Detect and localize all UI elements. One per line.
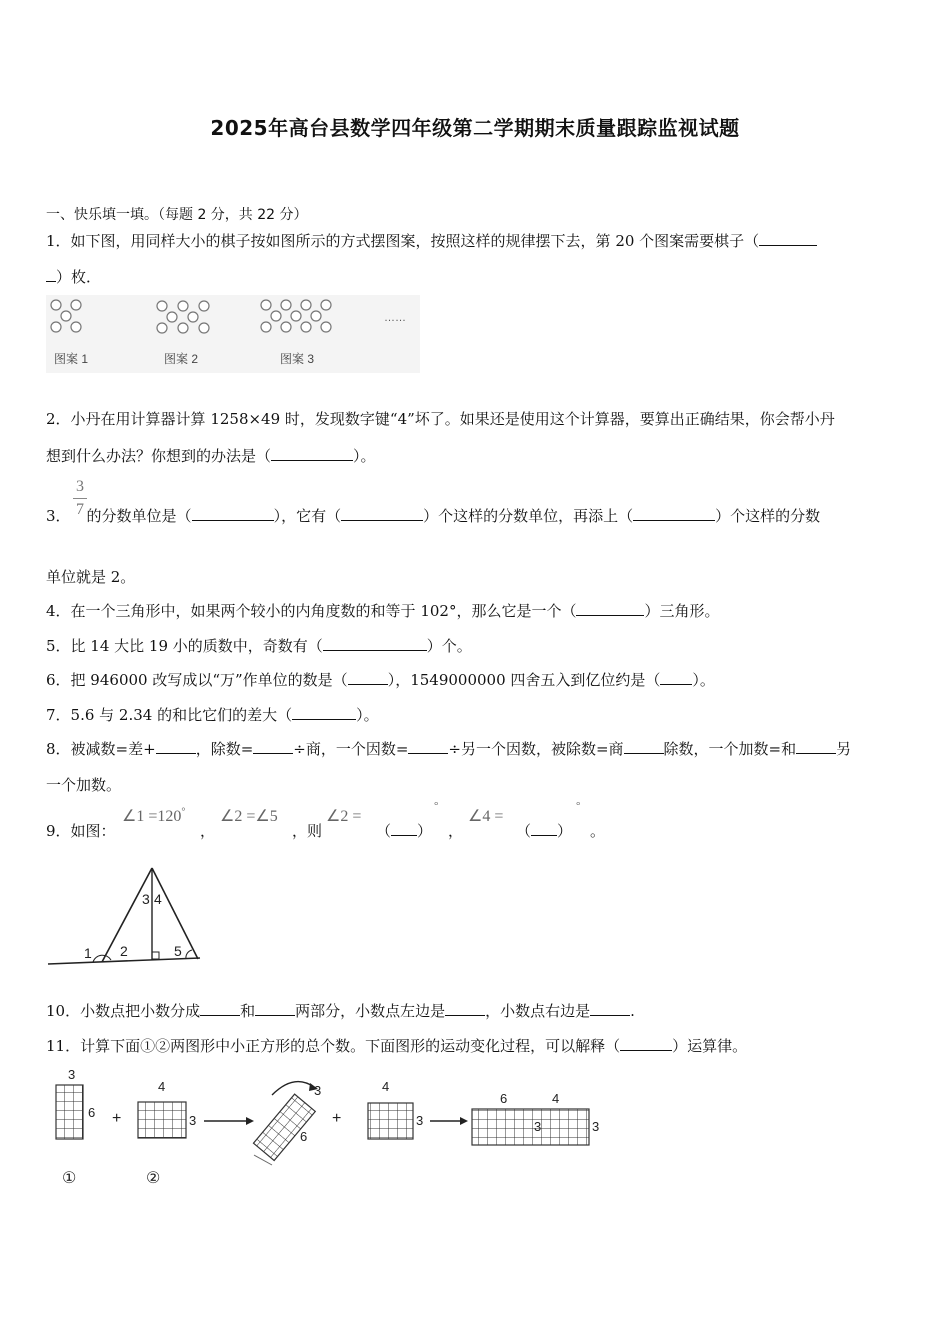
period: 。	[590, 822, 606, 840]
question-1-line2: ）枚．	[46, 266, 101, 287]
degree-mark: °	[434, 800, 439, 812]
pattern-label-2: 图案 2	[164, 352, 199, 366]
question-1-line1: 1．如下图，用同样大小的棋子按如图所示的方式摆图案，按照这样的规律摆下去，第 20 个图案需要棋子（	[46, 230, 817, 251]
fig2-width-label: 4	[158, 1079, 166, 1094]
rotated-label-6: 6	[300, 1129, 308, 1144]
answer-blank[interactable]	[391, 821, 417, 836]
plus-sign: +	[332, 1110, 342, 1127]
question-8-line1: 8．被减数=差+ ，除数= ÷商，一个因数= ÷另一个因数，被除数=商 除数，一个加数=和 另	[46, 740, 852, 758]
answer-blank[interactable]	[341, 506, 423, 521]
combined-mid-label-3: 3	[534, 1119, 542, 1134]
answer-blank[interactable]	[759, 231, 817, 246]
pattern-label-1: 图案 1	[54, 352, 89, 366]
question-8-line2: 一个加数。	[46, 776, 122, 794]
angle4-question: ∠4 =	[468, 808, 504, 825]
answer-blank[interactable]	[255, 1001, 295, 1016]
question-3-line1: 3． 的分数单位是（ ），它有（ ）个这样的分数单位，再添上（ ）个这样的分数	[46, 507, 821, 525]
angle2-equation: ∠2 =∠5	[220, 808, 278, 825]
answer-blank[interactable]	[660, 670, 692, 685]
page-title: 2025年高台县数学四年级第二学期期末质量跟踪监视试题	[210, 116, 740, 140]
ellipsis: ……	[384, 312, 406, 324]
question-9-label: 9．如图：	[46, 822, 116, 840]
answer-blank[interactable]	[633, 506, 715, 521]
plus-sign: +	[112, 1110, 122, 1127]
answer-blank[interactable]	[408, 739, 448, 754]
grid-transform-figure	[46, 1065, 606, 1190]
answer-blank[interactable]	[576, 601, 644, 616]
angle1-equation: ∠1 =120°	[122, 806, 186, 825]
answer-blank[interactable]	[620, 1036, 672, 1051]
combined-height-label: 3	[592, 1119, 600, 1134]
combined-label-6: 6	[500, 1091, 508, 1106]
answer-blank[interactable]	[46, 267, 56, 282]
answer-blank[interactable]	[590, 1001, 630, 1016]
angle-label-5: 5	[174, 943, 182, 959]
rotated-label-3: 3	[314, 1083, 322, 1098]
then-text: ，则	[292, 822, 323, 840]
fig2-copy-height-label: 3	[416, 1113, 424, 1128]
pattern-label-3: 图案 3	[280, 352, 315, 366]
angle-label-1: 1	[84, 945, 92, 961]
question-3-line2: 单位就是 2。	[46, 568, 136, 586]
triangle-figure	[46, 860, 206, 970]
question-6: 6．把 946000 改写成以“万”作单位的数是（ ），1549000000 四舍五入到亿位约是（ ）。	[46, 671, 715, 689]
question-4: 4．在一个三角形中，如果两个较小的内角度数的和等于 102°，那么它是一个（ ）三角形。	[46, 602, 720, 620]
angle-label-2: 2	[120, 943, 128, 959]
answer-blank[interactable]	[323, 636, 427, 651]
figure-1-label: ①	[62, 1170, 77, 1187]
question-7: 7．5.6 与 2.34 的和比它们的差大（ ）。	[46, 706, 379, 724]
question-10: 10．小数点把小数分成 和 两部分，小数点左边是 ，小数点右边是 .	[46, 1002, 635, 1020]
answer-blank[interactable]	[200, 1001, 240, 1016]
fraction-3-7: 3 7	[72, 478, 88, 519]
comma: ，	[200, 822, 216, 840]
answer-blank[interactable]	[156, 739, 196, 754]
answer-blank[interactable]	[192, 506, 274, 521]
answer-blank[interactable]	[292, 705, 356, 720]
comma: ，	[448, 822, 464, 840]
fig2-height-label: 3	[189, 1113, 197, 1128]
angle2-question: ∠2 =	[326, 808, 362, 825]
angle4-answer: （ ）	[516, 822, 573, 840]
pattern-figure	[46, 295, 420, 373]
question-2-line1: 2．小丹在用计算器计算 1258×49 时，发现数字键“4”坏了。如果还是使用这个计算器，要算出正确结果，你会帮小丹	[46, 410, 835, 428]
degree-mark: °	[576, 800, 581, 812]
answer-blank[interactable]	[531, 821, 557, 836]
answer-blank[interactable]	[348, 670, 388, 685]
angle-label-4: 4	[154, 891, 162, 907]
figure-2-label: ②	[146, 1170, 161, 1187]
fig2-copy-width-label: 4	[382, 1079, 390, 1094]
answer-blank[interactable]	[796, 739, 836, 754]
question-2-line2: 想到什么办法？你想到的办法是（ ）。	[46, 447, 376, 465]
angle-label-3: 3	[142, 891, 150, 907]
question-5: 5．比 14 大比 19 小的质数中，奇数有（ ）个。	[46, 637, 472, 655]
answer-blank[interactable]	[253, 739, 293, 754]
answer-blank[interactable]	[624, 739, 664, 754]
fig1-width-label: 3	[68, 1067, 76, 1082]
answer-blank[interactable]	[271, 446, 353, 461]
section-heading: 一、快乐填一填。（每题 2 分，共 22 分）	[46, 207, 308, 223]
angle2-answer: （ ）	[376, 822, 433, 840]
fig1-height-label: 6	[88, 1105, 96, 1120]
question-11: 11．计算下面①②两图形中小正方形的总个数。下面图形的运动变化过程，可以解释（ ）运算律。	[46, 1037, 748, 1055]
combined-label-4: 4	[552, 1091, 560, 1106]
answer-blank[interactable]	[445, 1001, 485, 1016]
